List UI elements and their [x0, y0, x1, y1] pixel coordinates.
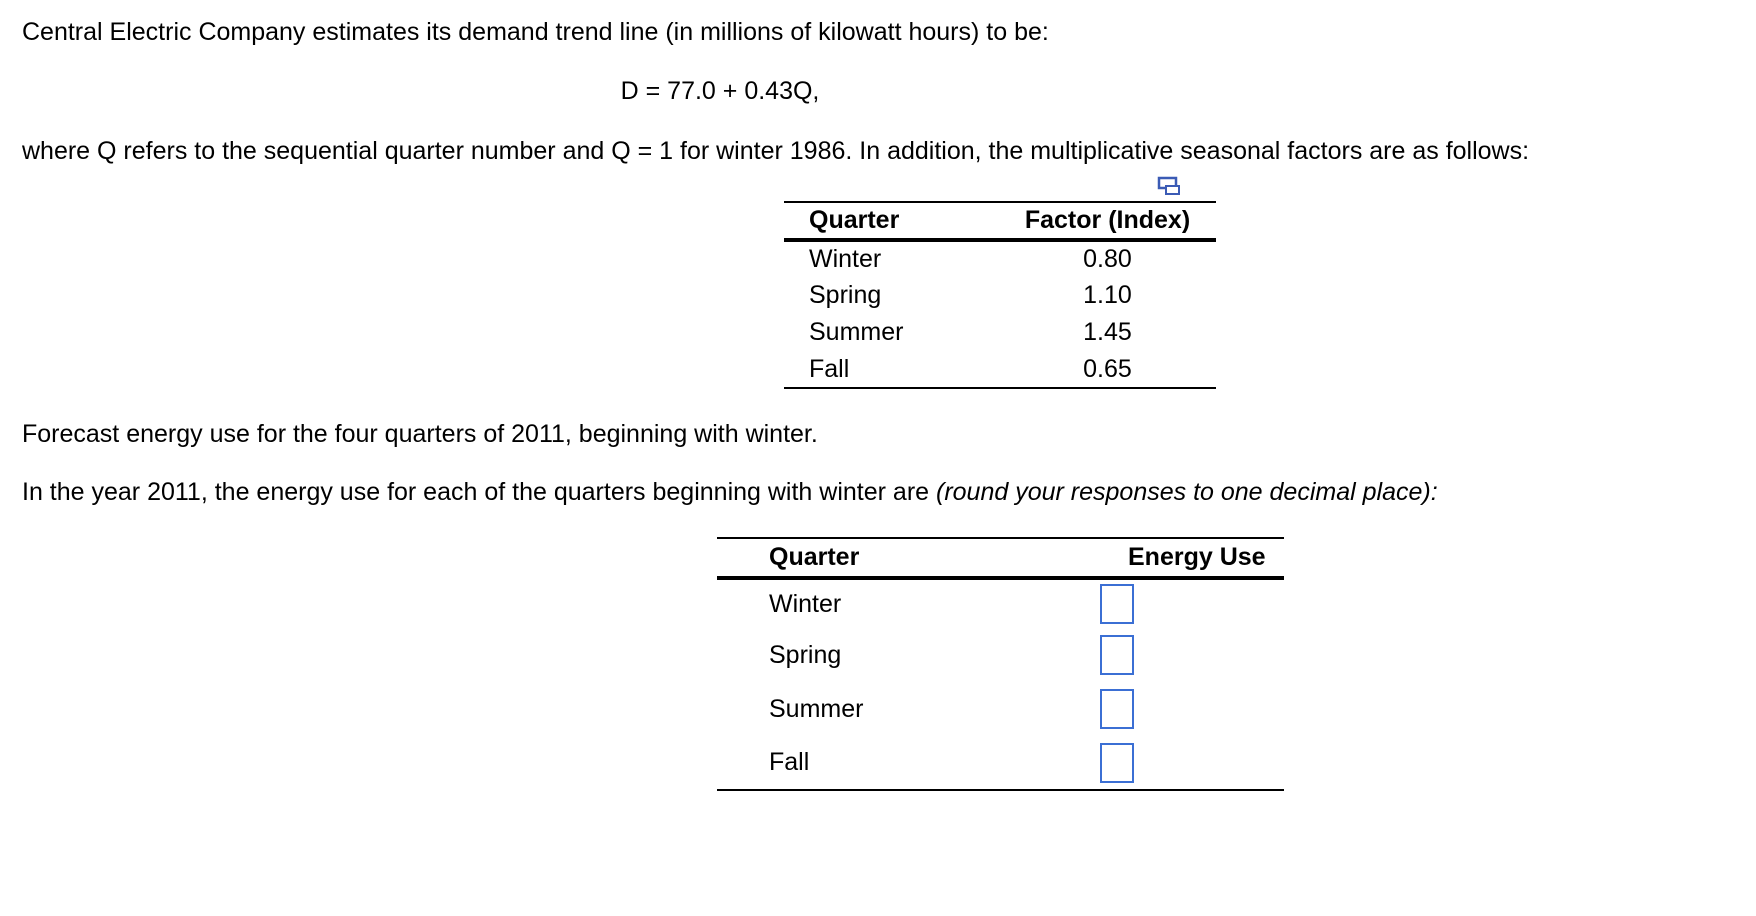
table-row — [717, 736, 1284, 790]
table-row — [784, 277, 1216, 314]
factor-quarter-cell: Summer — [809, 318, 904, 346]
factor-value-cell: 1.45 — [1083, 318, 1132, 346]
energy-input-cell — [1069, 628, 1284, 682]
table-row — [784, 314, 1216, 351]
factor-value-cell: 1.10 — [1083, 281, 1132, 309]
factor-quarter-cell: Spring — [809, 281, 882, 309]
energy-table-header-row — [717, 538, 1284, 578]
seasonal-factor-table — [784, 201, 1216, 389]
factor-value-cell: 0.80 — [1083, 245, 1132, 273]
winter-energy-input[interactable] — [1100, 584, 1134, 624]
energy-input-cell — [1069, 578, 1284, 628]
table-row — [717, 628, 1284, 682]
intro-text: Central Electric Company estimates its demand trend line (in millions of kilowatt hours) to be: — [22, 18, 1049, 46]
factor-quarter-cell: Fall — [809, 354, 850, 383]
answer-prompt-text: In the year 2011, the energy use for each of the quarters beginning with winter are — [22, 478, 930, 506]
fall-energy-input[interactable] — [1100, 743, 1134, 783]
table-row — [717, 682, 1284, 736]
energy-quarter-cell: Winter — [769, 589, 842, 618]
energy-input-cell — [1069, 682, 1284, 736]
factor-quarter-cell: Winter — [809, 245, 882, 273]
summer-energy-input[interactable] — [1100, 689, 1134, 729]
energy-table-header-quarter: Quarter — [769, 543, 860, 571]
energy-use-table — [717, 537, 1284, 791]
energy-input-cell — [1069, 736, 1284, 790]
factor-table-header-factor: Factor (Index) — [1024, 206, 1191, 234]
answer-prompt — [22, 477, 1438, 507]
where-text: where Q refers to the sequential quarter number and Q = 1 for winter 1986. In addition, the multiplicative seasonal factors are as follows: — [22, 137, 1530, 165]
energy-quarter-cell: Summer — [769, 694, 864, 723]
task-text: Forecast energy use for the four quarters of 2011, beginning with winter. — [22, 420, 818, 448]
factor-table-header-quarter: Quarter — [809, 206, 900, 234]
demand-formula: D = 77.0 + 0.43Q, — [620, 77, 820, 105]
factor-value-cell: 0.65 — [1083, 354, 1132, 383]
copy-table-icon[interactable] — [1157, 176, 1181, 196]
energy-quarter-cell: Fall — [769, 748, 810, 776]
factor-table-header-row — [784, 202, 1216, 240]
table-row — [717, 578, 1284, 628]
energy-table-header-energy-use: Energy Use — [1128, 543, 1266, 571]
table-row — [784, 351, 1216, 388]
table-row — [784, 240, 1216, 277]
energy-quarter-cell: Spring — [769, 640, 842, 669]
rounding-instruction: (round your responses to one decimal place): — [936, 478, 1438, 506]
spring-energy-input[interactable] — [1100, 635, 1134, 675]
